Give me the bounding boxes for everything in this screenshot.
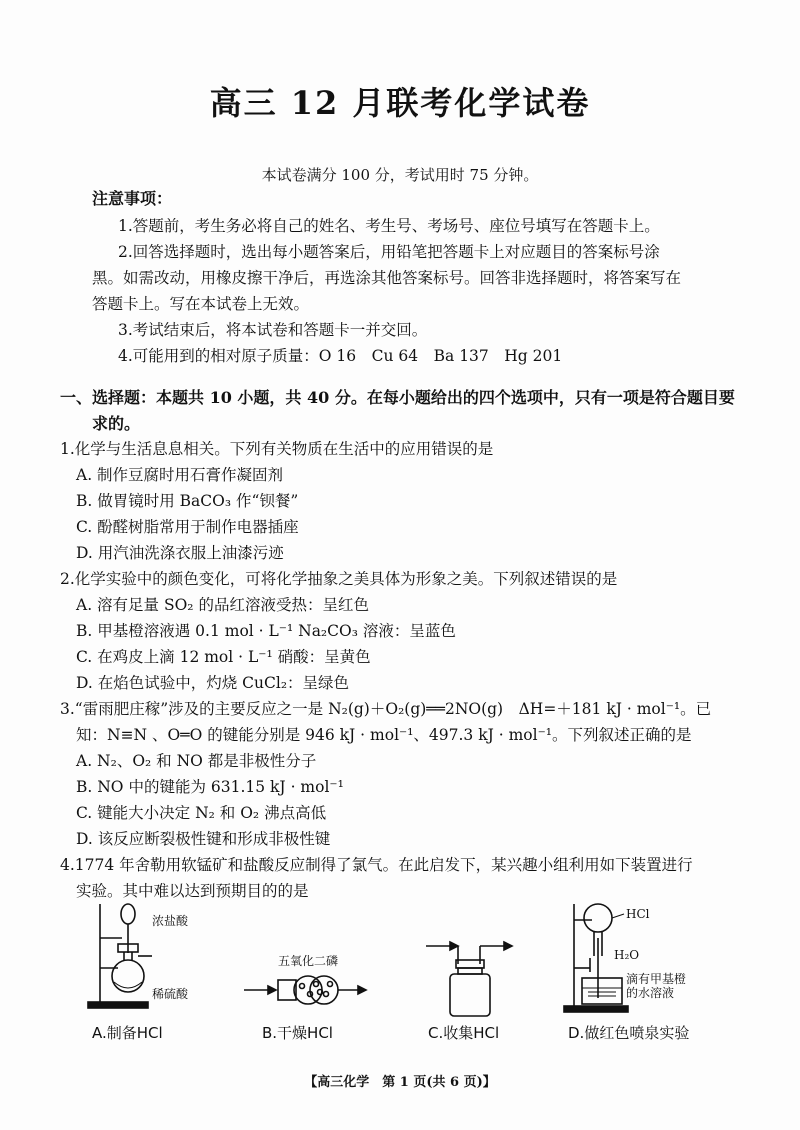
page-title: 高三 12 月联考化学试卷 [209,84,591,122]
question-stem-cont: 实验。其中难以达到预期目的的是 [76,882,309,900]
apparatus-label: 稀硫酸 [152,987,189,1001]
figure-caption: D.做红色喷泉实验 [568,1024,690,1042]
question-option: C. 键能大小决定 N₂ 和 O₂ 沸点高低 [76,804,327,822]
apparatus-label: 五氧化二磷 [278,954,339,968]
question-option: D. 该反应断裂极性键和形成非极性键 [76,830,331,848]
apparatus-label: 滴有甲基橙 [626,972,687,986]
notice-line: 2.回答选择题时，选出每小题答案后，用铅笔把答题卡上对应题目的答案标号涂 [118,243,660,261]
question-stem-cont: 知：N≡N 、O═O 的键能分别是 946 kJ · mol⁻¹、497.3 kJ · mol⁻¹。下列叙述正确的是 [76,726,692,744]
question-option: C. 在鸡皮上滴 12 mol · L⁻¹ 硝酸：呈黄色 [76,648,371,666]
question-option: B. 做胃镜时用 BaCO₃ 作“钡餐” [76,492,299,510]
question-option: D. 在焰色试验中，灼烧 CuCl₂：呈绿色 [76,674,350,692]
section-heading-cont: 求的。 [92,414,141,433]
question-option: B. NO 中的键能为 631.15 kJ · mol⁻¹ [76,778,344,796]
notice-line: 黑。如需改动，用橡皮擦干净后，再选涂其他答案标号。回答非选择题时，将答案写在 [92,269,682,287]
figure-caption: B.干燥HCl [262,1024,333,1042]
question-option: B. 甲基橙溶液遇 0.1 mol · L⁻¹ Na₂CO₃ 溶液：呈蓝色 [76,622,456,640]
apparatus-b-figure [240,968,370,1018]
notice-line: 答题卡上。写在本试卷上无效。 [92,295,310,313]
apparatus-label: 浓盐酸 [152,914,189,928]
page-footer: 【高三化学 第 1 页(共 6 页)】 [304,1075,496,1090]
notice-line: 1.答题前，考生务必将自己的姓名、考生号、考场号、座位号填写在答题卡上。 [118,217,660,235]
question-stem: 3.“雷雨肥庄稼”涉及的主要反应之一是 N₂(g)＋O₂(g)══2NO(g) ΔH=＋181 kJ · mol⁻¹。已 [60,700,712,718]
notice-line: 4.可能用到的相对原子质量：O 16 Cu 64 Ba 137 Hg 201 [118,347,563,365]
apparatus-label: 的水溶液 [626,986,675,1000]
question-option: A. 制作豆腐时用石膏作凝固剂 [76,466,284,484]
question-stem: 4.1774 年舍勒用软锰矿和盐酸反应制得了氯气。在此启发下，某兴趣小组利用如下装置进行 [60,856,693,874]
notice-heading: 注意事项： [92,189,173,208]
question-stem: 2.化学实验中的颜色变化，可将化学抽象之美具体为形象之美。下列叙述错误的是 [60,570,618,588]
figure-caption: A.制备HCl [92,1024,163,1042]
question-option: D. 用汽油洗涤衣服上油漆污迹 [76,544,284,562]
apparatus-label: H₂O [614,948,640,962]
apparatus-c-figure [420,930,520,1020]
question-option: A. 溶有足量 SO₂ 的品红溶液受热：呈红色 [76,596,369,614]
figure-caption: C.收集HCl [428,1024,500,1042]
apparatus-a-figure [80,898,220,1018]
section-heading: 一、选择题：本题共 10 小题，共 40 分。在每小题给出的四个选项中，只有一项是符合题目要 [60,388,735,407]
question-option: C. 酚醛树脂常用于制作电器插座 [76,518,299,536]
notice-line: 3.考试结束后，将本试卷和答题卡一并交回。 [118,321,428,339]
question-stem: 1.化学与生活息息相关。下列有关物质在生活中的应用错误的是 [60,440,494,458]
apparatus-label: HCl [626,907,650,921]
exam-info: 本试卷满分 100 分，考试用时 75 分钟。 [261,166,539,184]
question-option: A. N₂、O₂ 和 NO 都是非极性分子 [76,752,317,770]
